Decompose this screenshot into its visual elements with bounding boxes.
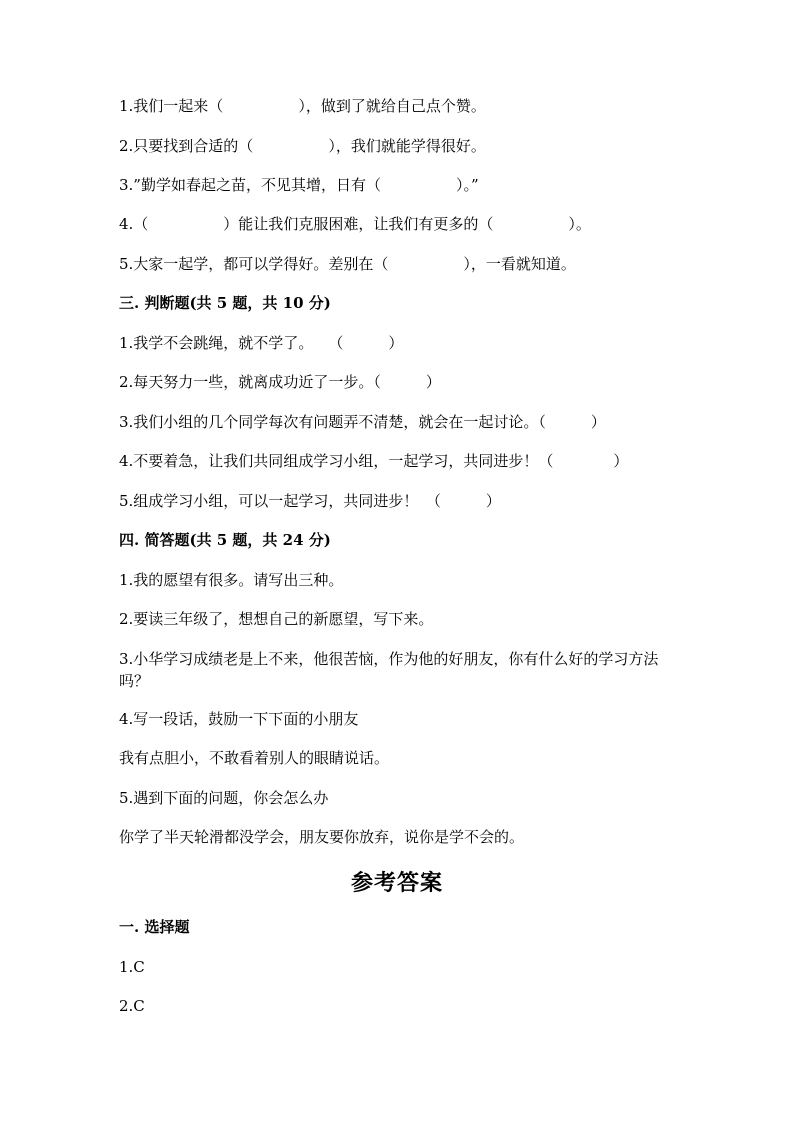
judge-question-2: 2.每天努力一些，就离成功近了一步。（ ） <box>119 373 441 391</box>
answer-item-2: 2.C <box>119 997 145 1015</box>
judge-question-1: 1.我学不会跳绳，就不学了。 （ ） <box>119 334 404 352</box>
short-answer-question-4-scenario: 我有点胆小，不敢看着别人的眼睛说话。 <box>119 749 390 767</box>
answer-item-1: 1.C <box>119 958 145 976</box>
short-answer-question-5: 5.遇到下面的问题，你会怎么办 <box>119 789 329 807</box>
short-answer-question-5-scenario: 你学了半天轮滑都没学会，朋友要你放弃，说你是学不会的。 <box>119 828 525 846</box>
answer-key-title: 参考答案 <box>350 870 443 896</box>
short-answer-question-3: 3.小华学习成绩老是上不来，他很苦恼，作为他的好朋友，你有什么好的学习方法吗？ <box>119 650 659 690</box>
fill-blank-question-2: 2.只要找到合适的（ ），我们就能学得很好。 <box>119 137 486 155</box>
fill-blank-question-3: 3.”勤学如春起之苗，不见其增，日有（ ）。” <box>119 176 479 194</box>
judge-question-4: 4.不要着急，让我们共同组成学习小组，一起学习，共同进步！（ ） <box>119 452 629 470</box>
fill-blank-question-1: 1.我们一起来（ ），做到了就给自己点个赞。 <box>119 97 486 115</box>
judge-question-3: 3.我们小组的几个同学每次有问题弄不清楚，就会在一起讨论。（ ） <box>119 413 606 431</box>
answer-section-heading: 一. 选择题 <box>119 918 190 936</box>
fill-blank-question-5: 5.大家一起学，都可以学得好。差别在（ ），一看就知道。 <box>119 255 576 273</box>
short-answer-question-4: 4.写一段话，鼓励一下下面的小朋友 <box>119 710 359 728</box>
short-answer-section-heading: 四. 简答题(共 5 题，共 24 分) <box>119 531 331 549</box>
short-answer-question-1: 1.我的愿望有很多。请写出三种。 <box>119 571 344 589</box>
judge-question-5: 5.组成学习小组，可以一起学习，共同进步！ （ ） <box>119 492 501 510</box>
short-answer-question-2: 2.要读三年级了，想想自己的新愿望，写下来。 <box>119 610 434 628</box>
judge-section-heading: 三. 判断题(共 5 题，共 10 分) <box>119 294 331 312</box>
fill-blank-question-4: 4.（ ）能让我们克服困难，让我们有更多的（ ）。 <box>119 215 591 233</box>
